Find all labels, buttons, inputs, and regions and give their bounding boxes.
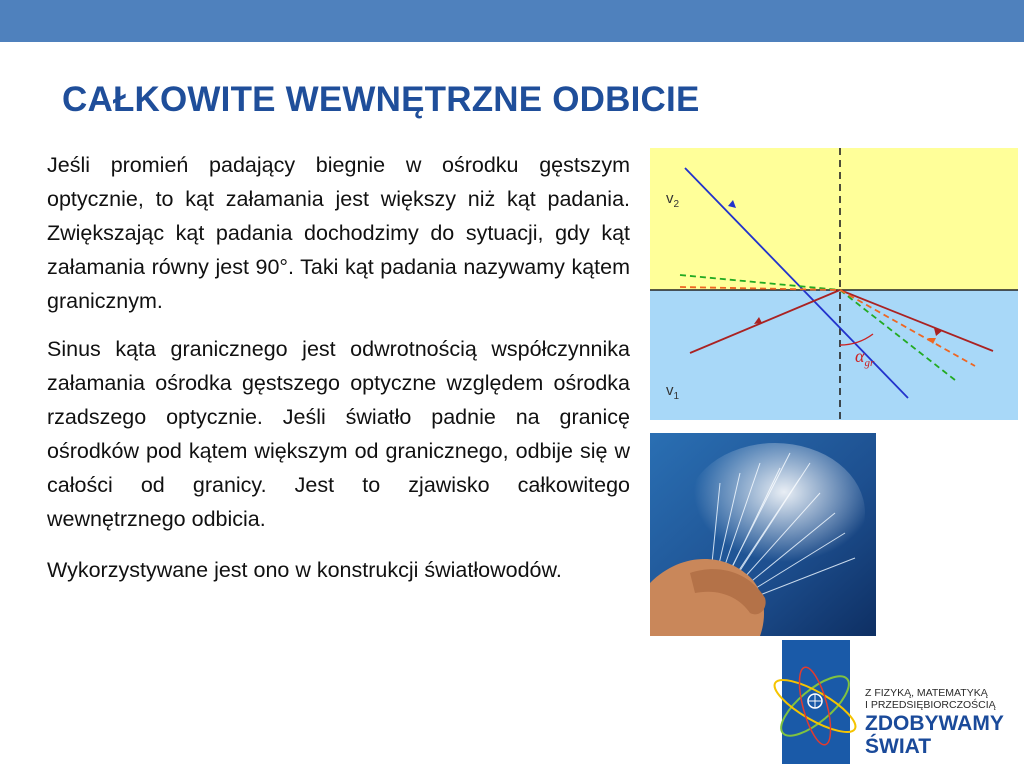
label-v1: $v_1$ bbox=[666, 382, 680, 402]
refraction-diagram bbox=[650, 148, 1018, 420]
logo-line4: ŚWIAT bbox=[865, 735, 932, 758]
paragraph-sine-definition: Sinus kąta granicznego jest odwrotnością współczynnika załamania ośrodka gęstszego optyczne względem ośrodka rzadszego optycznie. Jeśli światło padnie na granicę ośrodków pod kątem większym od granicznego, odbije się w całości od granicy. Jest to zjawisko całkowitego wewnętrznego odbicia. bbox=[47, 337, 630, 531]
upper-medium bbox=[650, 148, 1018, 290]
logo-line1: Z FIZYKĄ, MATEMATYKĄ bbox=[865, 687, 988, 699]
slide-title: CAŁKOWITE WEWNĘTRZNE ODBICIE bbox=[62, 80, 700, 119]
logo-line3: ZDOBYWAMY bbox=[865, 712, 1004, 735]
project-logo bbox=[770, 636, 1024, 768]
fiber-optic-photo bbox=[650, 433, 876, 636]
angle-symbol: $\alpha_{gr}$ bbox=[855, 346, 875, 369]
lower-medium bbox=[650, 290, 1018, 420]
top-bar bbox=[0, 0, 1024, 42]
slide-body bbox=[47, 148, 630, 604]
paragraph-critical-angle: Jeśli promień padający biegnie w ośrodku gęstszym optycznie, to kąt załamania jest większy niż kąt padania. Zwiększając kąt padania dochodzimy do sytuacji, gdy kąt załamania równy jest 90°. Taki kąt padania nazywamy kątem granicznym. bbox=[47, 153, 630, 313]
logo-line2: I PRZEDSIĘBIORCZOŚCIĄ bbox=[865, 699, 996, 711]
label-v2: $v_2$ bbox=[666, 190, 680, 210]
paragraph-application: Wykorzystywane jest ono w konstrukcji światłowodów. bbox=[47, 558, 562, 582]
